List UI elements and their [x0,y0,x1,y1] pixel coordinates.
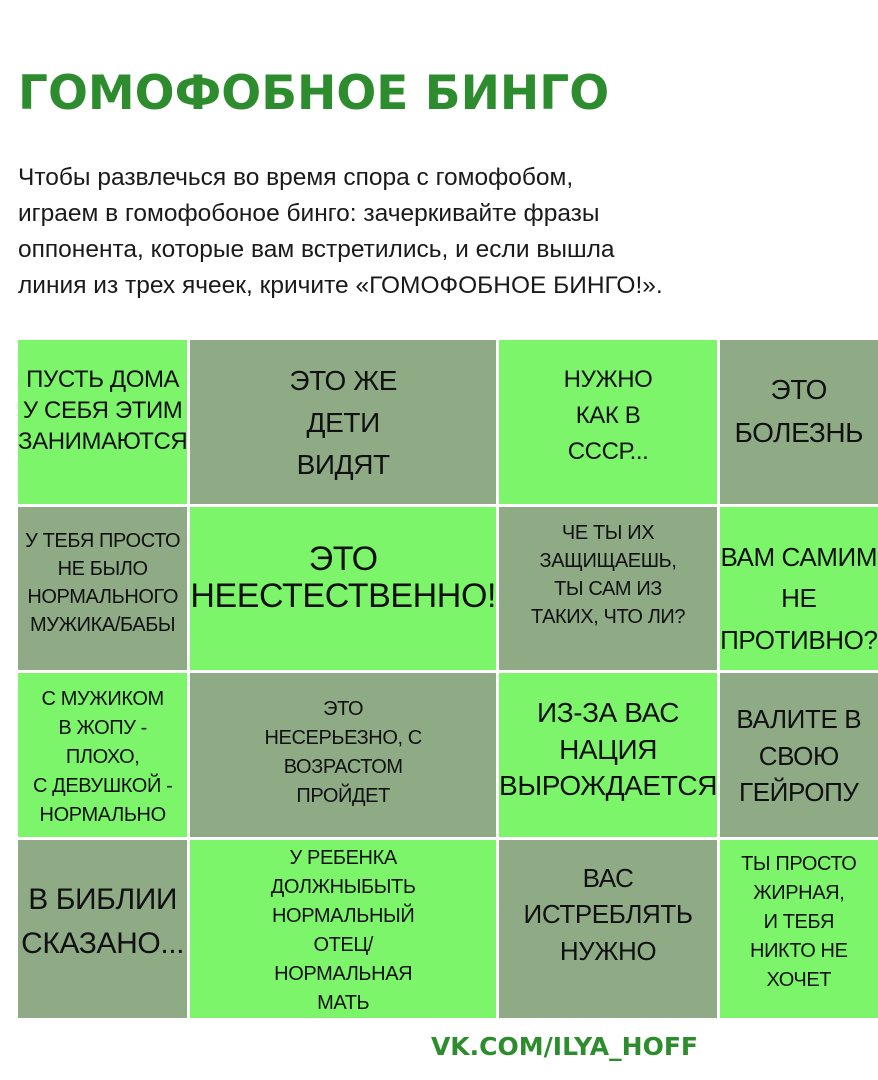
bingo-cell-line: ЧЕ ТЫ ИХ [561,521,655,544]
bingo-cell-line: ВОЗРАСТОМ [283,756,403,779]
intro-line: Чтобы развлечься во время спора с гомофобом, [18,164,574,191]
bingo-cell-line: МУЖИКА/БАБЫ [30,613,176,636]
bingo-cell-line: ЗАНИМАЮТСЯ [18,428,188,456]
bingo-cell[interactable] [18,507,187,671]
bingo-cell-line: В ЖОПУ - [58,717,147,740]
bingo-cell-line: СКАЗАНО... [21,926,185,960]
bingo-cell-text [190,541,496,616]
bingo-cell-line: ПУСТЬ ДОМА [26,366,180,393]
bingo-cell-text [25,527,180,639]
bingo-cell-line: НОРМАЛЬНО [39,804,166,827]
bingo-cell-text [564,362,653,470]
bingo-grid [18,340,878,1018]
bingo-cell-text [271,844,416,1018]
bingo-cell-line: НЕЕСТЕСТВЕННО! [190,577,497,616]
bingo-cell[interactable] [190,507,496,671]
bingo-cell-line: У ТЕБЯ ПРОСТО [25,529,181,552]
bingo-cell-line: ВАС [582,863,634,893]
bingo-cell-text [499,695,717,804]
bingo-cell[interactable] [720,340,877,504]
bingo-cell-text [524,860,693,969]
bingo-cell-line: И ТЕБЯ [763,911,834,933]
bingo-cell-line: ХОЧЕТ [766,969,832,991]
bingo-cell-line: ОТЕЦ/ [313,934,373,956]
bingo-cell[interactable] [499,340,717,504]
bingo-cell[interactable] [499,673,717,837]
bingo-cell-line: НУЖНО [563,366,653,393]
bingo-cell-line: НЕ БЫЛО [57,557,148,580]
bingo-cell-text [736,701,861,810]
bingo-cell[interactable] [499,507,717,671]
bingo-cell-line: ВЫРОЖДАЕТСЯ [499,770,718,802]
intro-line: играем в гомофобоное бинго: зачеркивайте фразы [18,200,600,227]
bingo-cell-line: ВАМ САМИМ [720,541,878,572]
bingo-cell-line: ЭТО [323,698,364,721]
bingo-cell[interactable] [18,673,187,837]
bingo-cell-line: В БИБЛИИ [28,883,178,916]
bingo-cell-line: ДЕТИ [306,407,380,438]
bingo-cell-line: МАТЬ [317,992,370,1014]
bingo-cell[interactable] [190,673,496,837]
bingo-cell-line: ЭТО [308,539,378,578]
bingo-cell-line: С ДЕВУШКОЙ - [32,775,173,798]
bingo-cell-line: ТЫ САМ ИЗ [554,577,662,600]
bingo-cell-line: БОЛЕЗНЬ [734,417,864,449]
bingo-cell-line: ПЛОХО, [65,746,140,769]
bingo-cell-line: СВОЮ [758,740,839,771]
bingo-cell-line: ДОЛЖНЫБЫТЬ [270,876,416,898]
bingo-cell[interactable] [18,840,187,1018]
bingo-cell-line: ПРОТИВНО? [720,624,878,655]
bingo-cell-line: ПРОЙДЕТ [296,785,390,808]
bingo-cell-line: ЖИРНАЯ, [753,882,845,904]
source-link: VK.COM/ILYA_HOFF [430,1032,698,1061]
bingo-cell-line: СССР... [567,438,649,465]
bingo-cell-line: НАЦИЯ [559,733,658,765]
bingo-cell-text [720,537,877,662]
bingo-cell-line: У РЕБЕНКА [289,847,397,869]
bingo-cell-line: НОРМАЛЬНЫЙ [272,905,415,927]
bingo-cell-line: ИЗ-ЗА ВАС [536,697,680,729]
bingo-cell[interactable] [190,840,496,1018]
bingo-cell-text [531,519,685,631]
bingo-cell-line: НОРМАЛЬНАЯ [274,963,413,985]
bingo-cell-line: ЭТО [770,374,828,405]
bingo-cell-line: НУЖНО [559,935,657,966]
bingo-cell-text [289,360,397,486]
bingo-cell-text [18,364,187,458]
bingo-cell[interactable] [190,340,496,504]
bingo-cell-line: ТАКИХ, ЧТО ЛИ? [530,605,686,628]
bingo-cell-line: ТЫ ПРОСТО [741,853,857,875]
bingo-cell-line: ЭТО ЖЕ [289,365,398,396]
bingo-cell[interactable] [720,840,877,1018]
bingo-cell-line: НИКТО НЕ [750,940,848,962]
bingo-cell[interactable] [18,340,187,504]
bingo-cell-line: С МУЖИКОМ [41,688,164,711]
intro-text [18,160,718,304]
bingo-cell-line: ВИДЯТ [296,449,390,480]
bingo-cell-line: КАК В [575,402,641,429]
bingo-cell-line: ВАЛИТЕ В [736,704,862,735]
bingo-cell-line: ИСТРЕБЛЯТЬ [523,899,693,930]
bingo-cell-text [741,850,856,995]
bingo-cell-line: ГЕЙРОПУ [739,777,859,808]
page-title: ГОМОФОБНОЕ БИНГО [18,66,610,121]
bingo-cell[interactable] [720,673,877,837]
bingo-cell-text [734,368,863,455]
intro-line: оппонента, которые вам встретились, и если вышла [18,236,615,263]
bingo-cell-line: У СЕБЯ ЭТИМ [22,397,183,425]
bingo-cell[interactable] [720,507,877,671]
bingo-cell-line: НЕСЕРЬЕЗНО, С [264,727,422,750]
bingo-cell-text [33,685,172,830]
bingo-cell[interactable] [499,840,717,1018]
bingo-cell-text [264,695,421,811]
intro-line: линия из трех ячеек, кричите «ГОМОФОБНОЕ БИНГО!». [18,272,663,299]
bingo-cell-line: НЕ [781,583,817,614]
bingo-cell-line: НОРМАЛЬНОГО [27,585,178,608]
bingo-cell-text [21,878,184,965]
bingo-cell-line: ЗАЩИЩАЕШЬ, [539,549,677,572]
